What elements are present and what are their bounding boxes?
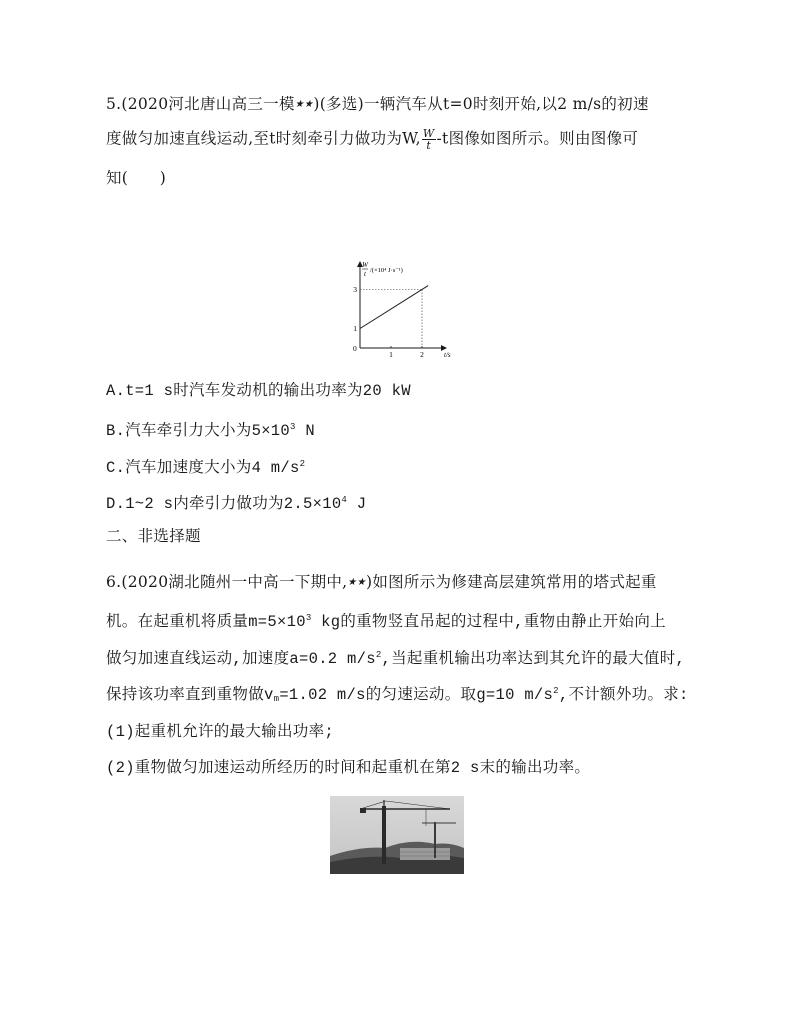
q6-sub2: (2)重物做匀加速运动所经历的时间和起重机在第2 s末的输出功率。	[106, 759, 591, 777]
series-line	[360, 286, 428, 329]
option-b: B.汽车牵引力大小为$5\times 10^3$ N	[106, 422, 315, 440]
q5-number: 5.	[106, 95, 122, 113]
q6-source: (2020湖北随州一中高一下期中,	[121, 573, 348, 591]
y-tick-label: 3	[353, 285, 357, 294]
section-heading: 二、非选择题	[106, 527, 201, 545]
option-a: A.t=1 s时汽车发动机的输出功率为20 kW	[106, 382, 411, 400]
option-c: C.汽车加速度大小为4 $m/s^2$	[106, 459, 306, 477]
y-axis-label	[362, 261, 403, 278]
q6-line4: 保持该功率直到重物做$v_m=1.02$ m/s的匀速运动。取g=10 $m/s^2$,不计额外功。求:	[106, 686, 689, 704]
difficulty-stars-icon: ★★	[347, 577, 366, 588]
tower-crane-photo	[330, 796, 464, 874]
option-d: D.1~2 s内牵引力做功为$2.5\times 10^4$ J	[106, 495, 367, 513]
q6-number: 6.	[106, 573, 122, 591]
origin-label: 0	[353, 344, 357, 353]
q6-line1: 6.(2020湖北随州一中高一下期中,★★)如图所示为修建高层建筑常用的塔式起重	[106, 573, 657, 591]
q5-source: (2020河北唐山高三一模	[121, 95, 295, 113]
x-tick-label: 1	[389, 350, 393, 359]
q6-sub1: (1)起重机允许的最大输出功率;	[106, 723, 335, 741]
x-axis-label: t/s	[444, 351, 451, 359]
svg-text:t: t	[364, 270, 366, 278]
svg-text:W: W	[362, 261, 368, 269]
difficulty-stars-icon: ★★	[294, 99, 314, 110]
q5-line1: 5.(2020河北唐山高三一模★★)(多选)一辆汽车从t=0时刻开始,以2 m/s的初速	[106, 95, 649, 113]
q6-line3: 做匀加速直线运动,加速度a=0.2 $m/s^2$,当起重机输出功率达到其允许的最大值时,	[106, 650, 686, 668]
q6-line2: 机。在起重机将质量$m=5\times 10^3$ kg的重物竖直吊起的过程中,重物由静止开始向上	[106, 613, 666, 631]
y-tick-label: 1	[353, 324, 357, 333]
w-t-graph	[340, 256, 460, 366]
x-tick-label: 2	[420, 350, 424, 359]
w-over-t-fraction: $\frac{W}{t}$	[422, 127, 435, 152]
q5-line3: 知( )	[106, 169, 167, 187]
q5-line2: 度做匀加速直线运动,至t时刻牵引力做功为W, $\frac{W}{t}$ -t图像如图所示。则由图像可	[106, 127, 639, 152]
svg-text:/(×10⁴ J·s⁻¹): /(×10⁴ J·s⁻¹)	[370, 267, 403, 274]
q5-stem-a: 一辆汽车从t=0时刻开始,以2 m/s的初速	[363, 95, 649, 113]
q5-type: (多选)	[319, 95, 364, 113]
